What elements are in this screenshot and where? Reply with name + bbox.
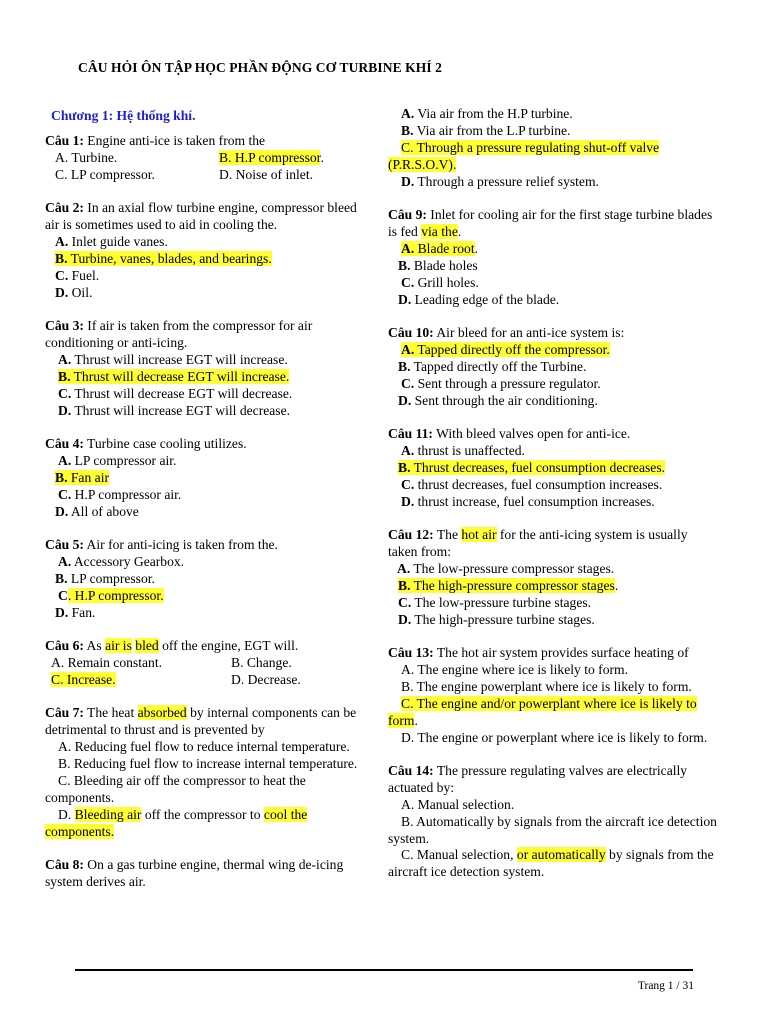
question-2 <box>45 200 367 301</box>
option-a: A. Thrust will increase EGT will increase. <box>58 351 288 367</box>
left-column <box>45 106 367 907</box>
option-c: C. Fuel. <box>55 267 100 283</box>
question-14 <box>388 763 720 881</box>
option-c: C. Bleeding air off the compressor to heat the components. <box>45 772 306 805</box>
option-c: C. Thrust will decrease EGT will decrease. <box>58 385 293 401</box>
question-5 <box>45 537 367 622</box>
option-a: A. Via air from the H.P turbine. <box>401 106 573 121</box>
question-text: Câu 9: Inlet for cooling air for the first stage turbine blades is fed via the. <box>388 207 713 239</box>
question-text: Câu 6: As air is bled off the engine, EGT will. <box>45 638 299 654</box>
option-row <box>45 150 367 167</box>
option-c: C. The low-pressure turbine stages. <box>398 594 592 610</box>
option-b: B. Change. <box>231 654 292 670</box>
option-a: A. Tapped directly off the compressor. <box>401 341 610 357</box>
option-d: D. Oil. <box>55 284 93 300</box>
option-a: A. LP compressor air. <box>58 452 177 468</box>
question-text: Câu 13: The hot air system provides surface heating of <box>388 644 689 660</box>
question-text: Câu 8: On a gas turbine engine, thermal wing de-icing system derives air. <box>45 857 344 889</box>
option-b: B. Blade holes <box>398 257 478 273</box>
question-4 <box>45 436 367 521</box>
question-10 <box>388 325 720 410</box>
option-b: B. H.P compressor. <box>219 149 324 165</box>
question-text: Câu 7: The heat absorbed by internal components can be detrimental to thrust and is prevented by <box>45 705 357 738</box>
option-c: C. Manual selection, or automatically by signals from the aircraft ice detection system. <box>388 847 714 880</box>
question-1 <box>45 133 367 184</box>
option-c: C. Sent through a pressure regulator. <box>401 375 601 391</box>
option-c: C. H.P compressor air. <box>58 486 182 502</box>
question-13 <box>388 645 720 746</box>
option-a: A. Manual selection. <box>401 796 515 812</box>
option-c: C. Grill holes. <box>401 274 479 290</box>
option-d: D. Fan. <box>55 604 96 620</box>
page-number: Trang 1 / 31 <box>637 980 694 992</box>
option-d: D. Bleeding air off the compressor to cool the components. <box>45 806 308 839</box>
footer-divider <box>75 969 693 971</box>
option-b: B. Reducing fuel flow to increase internal temperature. <box>58 756 358 771</box>
option-b: B. Thrust will decrease EGT will increase. <box>58 368 290 384</box>
option-d: D. Thrust will increase EGT will decrease. <box>58 402 291 418</box>
option-row <box>45 672 367 689</box>
question-text: Câu 4: Turbine case cooling utilizes. <box>45 436 247 451</box>
option-a: A. Accessory Gearbox. <box>58 553 185 569</box>
question-text: Câu 10: Air bleed for an anti-ice system is: <box>388 324 625 340</box>
option-d: D. The engine or powerplant where ice is likely to form. <box>401 729 708 745</box>
option-b: B. LP compressor. <box>55 570 155 586</box>
question-8 <box>45 857 367 891</box>
question-8-options <box>388 106 720 191</box>
question-text: Câu 2: In an axial flow turbine engine, compressor bleed air is sometimes used to aid in cooling the. <box>45 200 357 233</box>
option-b: B. Via air from the L.P turbine. <box>401 122 571 138</box>
option-c: C. Through a pressure regulating shut-off valve (P.R.S.O.V). <box>388 139 660 172</box>
question-6 <box>45 638 367 689</box>
option-b: B. Tapped directly off the Turbine. <box>398 358 587 374</box>
option-a: A. Remain constant. <box>51 654 162 670</box>
option-a: A. Turbine. <box>55 149 118 165</box>
question-text: Câu 12: The hot air for the anti-icing system is usually taken from: <box>388 527 688 559</box>
question-text: Câu 14: The pressure regulating valves are electrically actuated by: <box>388 762 688 795</box>
right-column <box>388 106 720 898</box>
option-a: A. The low-pressure compressor stages. <box>397 560 615 576</box>
option-a: A. The engine where ice is likely to form. <box>401 661 629 677</box>
question-11 <box>388 426 720 511</box>
option-a: A. thrust is unaffected. <box>401 442 525 458</box>
question-text: Câu 1: Engine anti-ice is taken from the <box>45 132 266 148</box>
option-c: C. thrust decreases, fuel consumption increases. <box>401 476 663 492</box>
option-b: B. Automatically by signals from the aircraft ice detection system. <box>388 813 717 846</box>
option-row <box>45 655 367 672</box>
option-a: A. Blade root. <box>401 240 479 256</box>
option-d: D. Sent through the air conditioning. <box>398 392 598 408</box>
question-3 <box>45 318 367 419</box>
option-d: D. Noise of inlet. <box>219 166 314 182</box>
option-b: B. Turbine, vanes, blades, and bearings. <box>55 250 272 266</box>
question-7 <box>45 705 367 840</box>
option-c: C. LP compressor. <box>55 166 155 182</box>
question-text: Câu 5: Air for anti-icing is taken from the. <box>45 537 278 553</box>
option-a: A. Reducing fuel flow to reduce internal temperature. <box>58 739 350 755</box>
option-c: C. H.P compressor. <box>58 587 164 603</box>
option-c: C. Increase. <box>51 671 116 687</box>
question-9 <box>388 207 720 308</box>
document-title: CÂU HỎI ÔN TẬP HỌC PHẦN ĐỘNG CƠ TURBINE KHÍ 2 <box>78 60 443 75</box>
option-d: D. Through a pressure relief system. <box>401 173 599 189</box>
option-d: D. Decrease. <box>231 671 301 687</box>
option-b: B. The high-pressure compressor stages. <box>398 577 619 593</box>
option-d: D. Leading edge of the blade. <box>398 291 560 307</box>
option-b: B. Fan air <box>55 469 109 485</box>
option-row <box>45 167 367 184</box>
option-d: D. The high-pressure turbine stages. <box>398 611 595 627</box>
chapter-heading: Chương 1: Hệ thống khí. <box>51 108 196 123</box>
option-a: A. Inlet guide vanes. <box>55 233 168 249</box>
option-c: C. The engine and/or powerplant where ice is likely to form. <box>388 695 697 728</box>
option-d: D. thrust increase, fuel consumption increases. <box>401 493 655 509</box>
option-b: B. Thrust decreases, fuel consumption decreases. <box>398 459 666 475</box>
question-12 <box>388 527 720 628</box>
option-b: B. The engine powerplant where ice is likely to form. <box>401 678 692 694</box>
question-text: Câu 3: If air is taken from the compressor for air conditioning or anti-icing. <box>45 318 313 350</box>
option-d: D. All of above <box>55 503 139 519</box>
question-text: Câu 11: With bleed valves open for anti-ice. <box>388 426 631 441</box>
